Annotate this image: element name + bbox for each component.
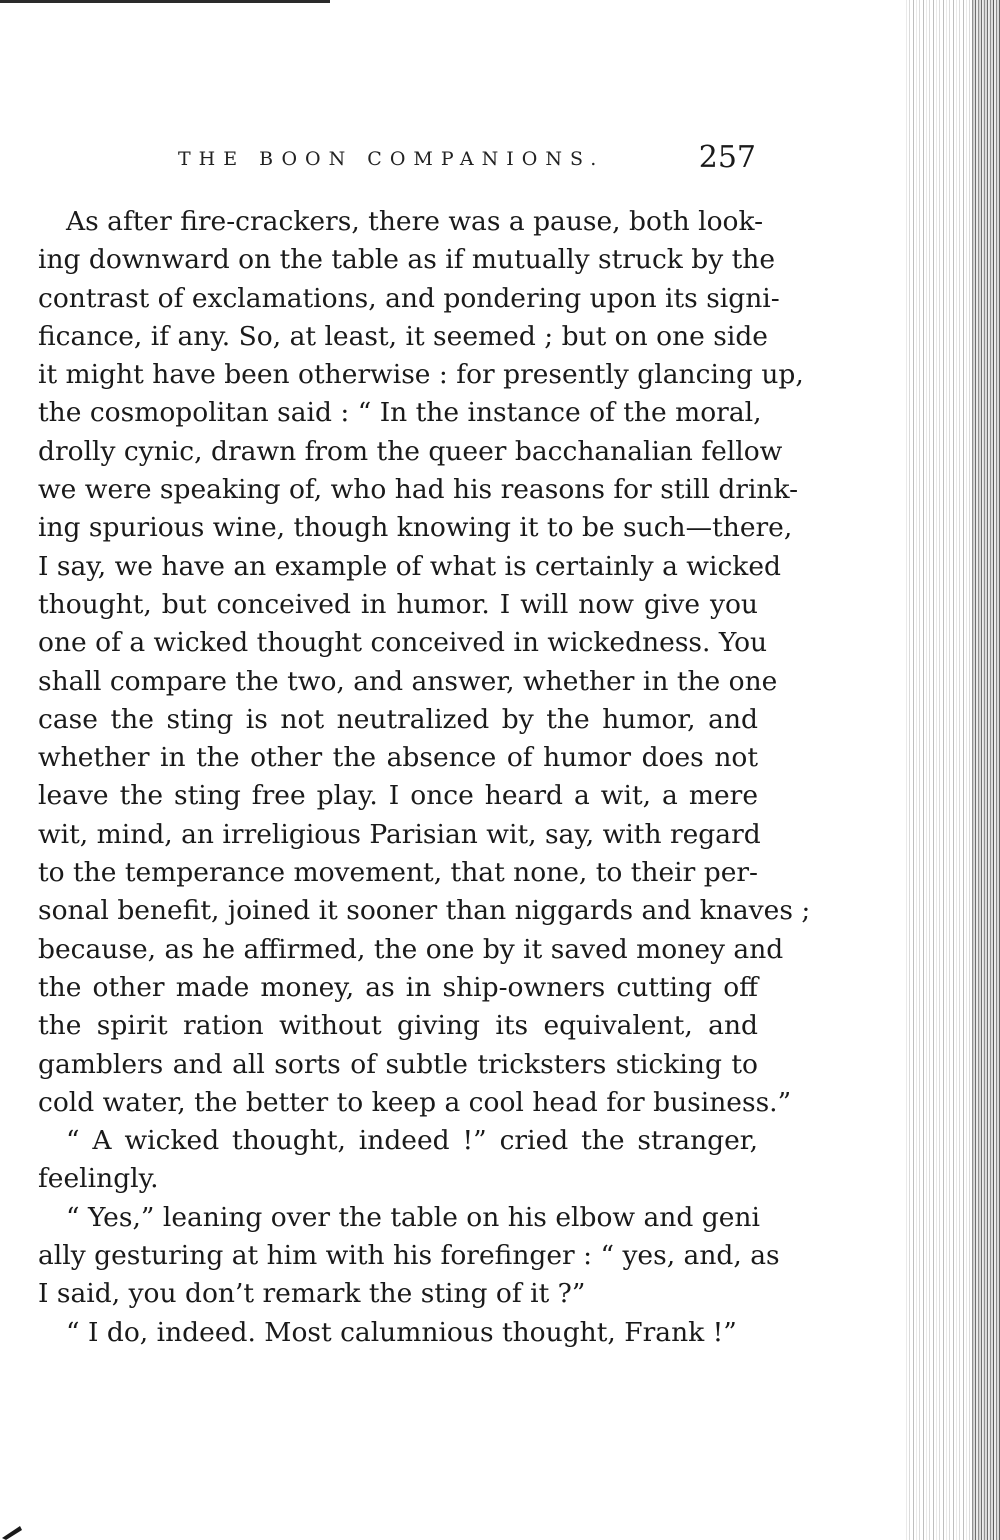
top-rule bbox=[0, 0, 330, 3]
text-line: we were speaking of, who had his reasons for still drink- bbox=[38, 474, 799, 506]
text-line: sonal benefit, joined it sooner than niggards and knaves ; bbox=[38, 895, 811, 927]
text-line: feelingly. bbox=[38, 1163, 159, 1195]
text-line: “ Yes,” leaning over the table on his elbow and geni bbox=[66, 1201, 760, 1233]
text-line: it might have been otherwise : for presently glancing up, bbox=[38, 359, 804, 391]
text-line: leave the sting free play. I once heard a wit, a mere bbox=[38, 780, 758, 812]
page-number: 257 bbox=[698, 140, 756, 175]
text-line: ficance, if any. So, at least, it seemed ; but on one side bbox=[38, 320, 768, 352]
text-line: wit, mind, an irreligious Parisian wit, say, with regard bbox=[38, 818, 761, 850]
text-line: “ I do, indeed. Most calumnious thought, Frank !” bbox=[66, 1316, 737, 1348]
text-line: shall compare the two, and answer, whether in the one bbox=[38, 665, 778, 697]
text-line: to the temperance movement, that none, to their per- bbox=[38, 857, 759, 889]
text-line: the cosmopolitan said : “ In the instance of the moral, bbox=[38, 397, 762, 429]
page-edge-dark bbox=[972, 0, 1000, 1540]
text-line: case the sting is not neutralized by the humor, and bbox=[38, 703, 758, 735]
text-line: the other made money, as in ship-owners cutting off bbox=[38, 971, 758, 1003]
text-line: drolly cynic, drawn from the queer bacchanalian fellow bbox=[38, 435, 783, 467]
body-text bbox=[38, 203, 811, 1352]
text-line: As after fire-crackers, there was a pause, both look- bbox=[66, 206, 764, 237]
text-line: because, as he affirmed, the one by it saved money and bbox=[38, 933, 784, 965]
text-line: cold water, the better to keep a cool head for business.” bbox=[38, 1086, 792, 1118]
text-line: the spirit ration without giving its equivalent, and bbox=[38, 1010, 758, 1042]
page-header bbox=[38, 140, 758, 180]
text-line: ally gesturing at him with his forefinger : “ yes, and, as bbox=[38, 1240, 780, 1272]
text-line: “ A wicked thought, indeed !” cried the stranger, bbox=[66, 1125, 758, 1157]
text-line: I said, you don’t remark the sting of it ?” bbox=[38, 1278, 586, 1310]
text-line: contrast of exclamations, and pondering upon its signi- bbox=[38, 282, 780, 314]
text-line: ing spurious wine, though knowing it to be such—there, bbox=[38, 512, 793, 544]
ink-mark bbox=[0, 1518, 26, 1540]
text-line: gamblers and all sorts of subtle tricksters sticking to bbox=[38, 1048, 758, 1080]
text-line: ing downward on the table as if mutually struck by the bbox=[38, 244, 776, 276]
text-line: I say, we have an example of what is certainly a wicked bbox=[38, 550, 781, 582]
running-head: THE BOON COMPANIONS. bbox=[178, 148, 605, 170]
text-line: one of a wicked thought conceived in wickedness. You bbox=[38, 627, 768, 659]
text-line: whether in the other the absence of humor does not bbox=[38, 742, 758, 774]
text-line: thought, but conceived in humor. I will now give you bbox=[38, 588, 758, 620]
